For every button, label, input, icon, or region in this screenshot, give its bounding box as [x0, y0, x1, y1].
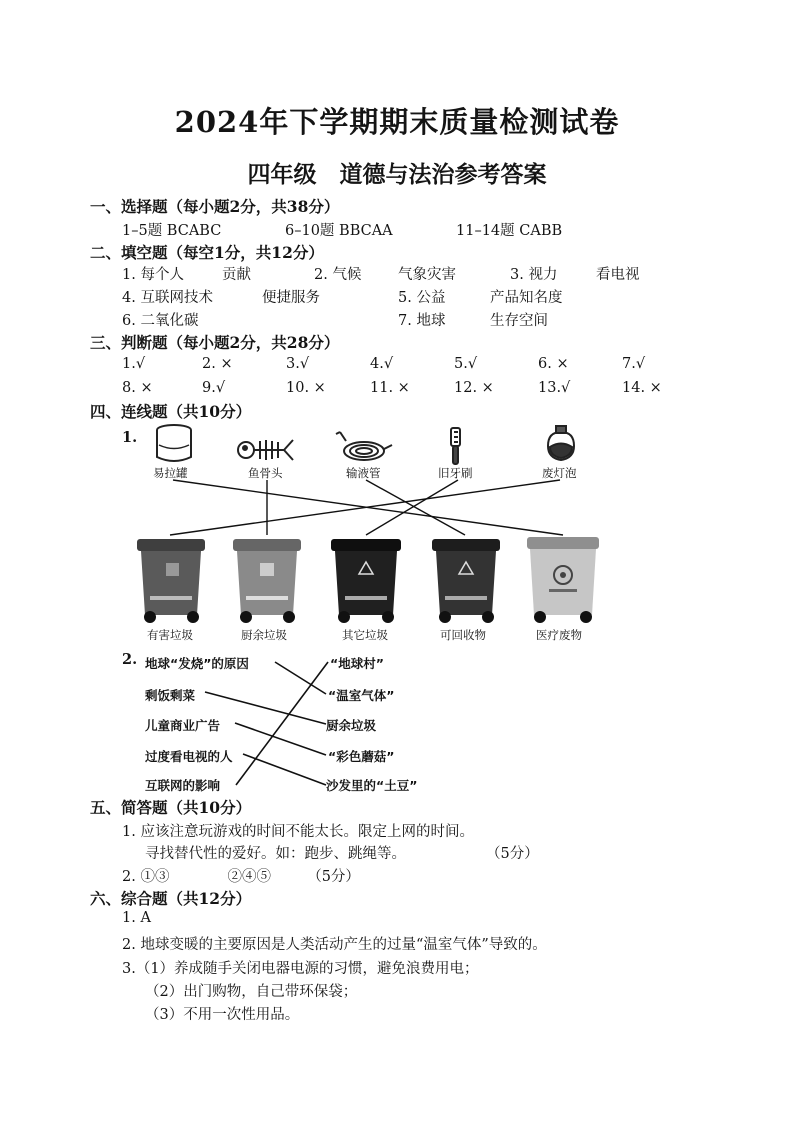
- judge-answer: 12. ×: [454, 380, 494, 396]
- section-3-heading: 三、判断题（每小题2分，共28分）: [90, 333, 340, 352]
- bin-label: 其它垃圾: [342, 628, 388, 642]
- item-label: 旧牙刷: [438, 466, 473, 480]
- match-right-item: “地球村”: [330, 656, 384, 671]
- judge-answer: 6. ×: [538, 356, 569, 372]
- comprehensive-answer-3a: 3.（1）养成随手关闭电器电源的习惯，避免浪费用电；: [122, 961, 479, 977]
- fill-answer: 气象灾害: [398, 267, 456, 283]
- judge-answer: 14. ×: [622, 380, 662, 396]
- match-line: [236, 662, 328, 785]
- fill-answer: 生存空间: [490, 313, 548, 329]
- section-4-heading: 四、连线题（共10分）: [90, 402, 252, 421]
- short-answer-1-score: （5分）: [486, 846, 539, 862]
- choice-answers-11-14: 11–14题 CABB: [456, 223, 563, 239]
- match-right-item: “温室气体”: [328, 688, 395, 703]
- match-right-item: 厨余垃圾: [326, 718, 377, 733]
- item-label: 输液管: [346, 466, 381, 480]
- comprehensive-answer-2: 2. 地球变暖的主要原因是人类活动产生的过量“温室气体”导致的。: [122, 937, 547, 953]
- fill-answer: 便捷服务: [262, 290, 320, 306]
- bin-label: 有害垃圾: [147, 628, 193, 642]
- item-label: 鱼骨头: [248, 466, 283, 480]
- fill-answer: 6. 二氧化碳: [122, 313, 199, 329]
- fill-answer: 贡献: [222, 267, 251, 283]
- bin-label: 可回收物: [440, 628, 486, 642]
- comprehensive-answer-1: 1. A: [122, 910, 151, 926]
- judge-answer: 13.√: [538, 380, 571, 396]
- fill-answer: 产品知名度: [490, 290, 563, 306]
- short-answer-2: 2. ①③ ②④⑤ （5分）: [122, 869, 360, 885]
- section-5-heading: 五、简答题（共10分）: [90, 798, 252, 817]
- fill-answer: 看电视: [596, 267, 640, 283]
- judge-answer: 9.√: [202, 380, 226, 396]
- match-line: [275, 662, 326, 694]
- fill-answer: 7. 地球: [398, 313, 446, 329]
- section-2-heading: 二、填空题（每空1分，共12分）: [90, 243, 324, 262]
- choice-answers-6-10: 6–10题 BBCAA: [285, 223, 393, 239]
- fill-answer: 3. 视力: [510, 267, 558, 283]
- match-left-item: 剩饭剩菜: [145, 688, 196, 703]
- section-1-heading: 一、选择题（每小题2分，共38分）: [90, 197, 340, 216]
- judge-answer: 10. ×: [286, 380, 326, 396]
- judge-answer: 11. ×: [370, 380, 410, 396]
- choice-answers-1-5: 1–5题 BCABC: [122, 223, 222, 239]
- bin-label: 厨余垃圾: [241, 628, 287, 642]
- comprehensive-answer-3c: （3）不用一次性用品。: [145, 1007, 300, 1023]
- judge-answer: 7.√: [622, 356, 646, 372]
- matching-q2-number: 2.: [122, 651, 138, 668]
- comprehensive-answer-3b: （2）出门购物，自己带环保袋；: [145, 984, 358, 1000]
- judge-answer: 4.√: [370, 356, 394, 372]
- judge-answer: 1.√: [122, 356, 146, 372]
- judge-answer: 2. ×: [202, 356, 233, 372]
- short-answer-1a: 1. 应该注意玩游戏的时间不能太长。限定上网的时间。: [122, 824, 474, 840]
- match-left-item: 儿童商业广告: [145, 718, 221, 733]
- match-line: [205, 692, 326, 724]
- short-answer-1b: 寻找替代性的爱好。如：跑步、跳绳等。: [145, 846, 406, 862]
- fill-answer: 1. 每个人: [122, 267, 184, 283]
- judge-answer: 5.√: [454, 356, 478, 372]
- match-left-item: 互联网的影响: [145, 778, 221, 793]
- page-title: 2024年下学期期末质量检测试卷: [174, 105, 620, 139]
- page-subtitle: 四年级 道德与法治参考答案: [247, 161, 547, 188]
- match-line: [235, 723, 326, 755]
- fill-answer: 5. 公益: [398, 290, 446, 306]
- section-6-heading: 六、综合题（共12分）: [90, 889, 252, 908]
- item-label: 易拉罐: [153, 466, 188, 480]
- judge-answer: 8. ×: [122, 380, 153, 396]
- match-left-item: 过度看电视的人: [145, 749, 233, 764]
- match-right-item: “彩色蘑菇”: [328, 749, 395, 764]
- fill-answer: 2. 气候: [314, 267, 362, 283]
- match-left-item: 地球“发烧”的原因: [145, 656, 249, 671]
- item-label: 废灯泡: [542, 466, 577, 480]
- matching-q1-number: 1.: [122, 429, 138, 446]
- match-right-item: 沙发里的“土豆”: [326, 778, 418, 793]
- bin-label: 医疗废物: [536, 628, 582, 642]
- fill-answer: 4. 互联网技术: [122, 290, 213, 306]
- judge-answer: 3.√: [286, 356, 310, 372]
